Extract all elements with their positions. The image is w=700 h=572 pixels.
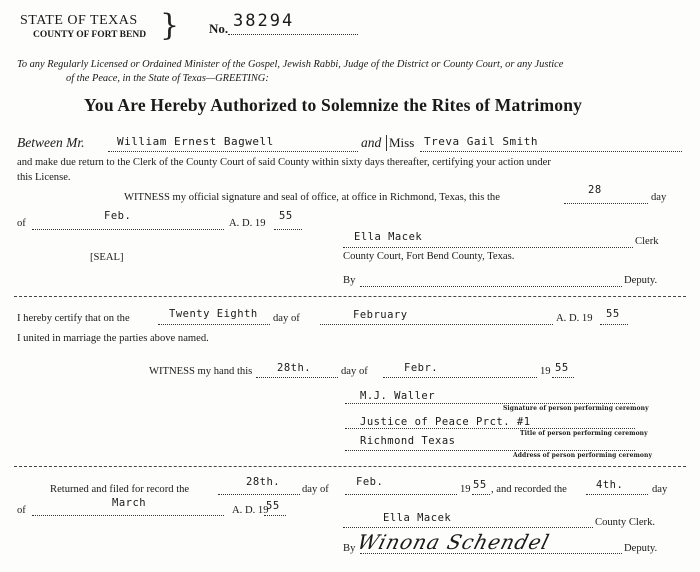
address-caption: Address of person performing ceremony: [513, 452, 653, 459]
certify-month: February: [353, 309, 408, 321]
county-clerk-line: [343, 527, 593, 528]
certify-label: I hereby certify that on the: [17, 313, 130, 324]
returned-month: Feb.: [356, 476, 384, 488]
license-no-label: No.: [209, 21, 229, 36]
witness-year-line: [552, 377, 574, 378]
returned-year: 55: [473, 479, 487, 491]
state-label: STATE OF TEXAS: [20, 13, 138, 28]
deputy-signature: Winona Schendel: [354, 530, 553, 554]
recorded-year-line: [264, 515, 286, 516]
return-by-label: By: [343, 543, 356, 554]
issuance-month: Feb.: [104, 210, 132, 222]
signature-caption: Signature of person performing ceremony: [503, 405, 649, 412]
clerk-label: Clerk: [635, 236, 659, 247]
county-label: COUNTY OF FORT BEND: [33, 30, 147, 40]
issuance-by-label: By: [343, 275, 356, 286]
witness-day-of-label: day of: [341, 366, 368, 377]
recorded-month: March: [112, 497, 147, 509]
return-deputy-line: [360, 553, 622, 554]
officiant-address: Richmond Texas: [360, 435, 456, 447]
returned-month-line: [345, 494, 457, 495]
title-caption: Title of person performing ceremony: [520, 430, 648, 437]
groom-line: [108, 151, 358, 152]
groom-name: William Ernest Bagwell: [117, 135, 274, 148]
county-clerk-name: Ella Macek: [383, 512, 452, 524]
issuance-day: 28: [588, 184, 602, 196]
recorded-day: 4th.: [596, 479, 624, 491]
issuance-month-line: [32, 229, 224, 230]
recorded-day-label: day: [652, 484, 668, 495]
witness-day-line: [256, 377, 338, 378]
instructions-line-2: this License.: [17, 172, 71, 183]
officiant-signature: M.J. Waller: [360, 390, 436, 402]
clerk-line: [343, 247, 633, 248]
recorded-ad-label: A. D. 19: [232, 505, 269, 516]
officiant-title: Justice of Peace Prct. #1: [360, 416, 531, 428]
returned-day-of-label: day of: [302, 484, 329, 495]
issuance-deputy-label: Deputy.: [624, 275, 658, 286]
certify-month-line: [320, 324, 553, 325]
certify-ad-label: A. D. 19: [556, 313, 593, 324]
county-court-line: County Court, Fort Bend County, Texas.: [343, 251, 515, 262]
certify-year: 55: [606, 308, 620, 320]
recorded-label: , and recorded the: [491, 484, 567, 495]
recorded-month-line: [32, 515, 224, 516]
certify-day-text: Twenty Eighth: [169, 308, 258, 320]
returned-day-line: [218, 494, 300, 495]
witness-day: 28th.: [277, 362, 312, 374]
header-brace: }: [160, 8, 180, 43]
seal-label: [SEAL]: [90, 252, 124, 263]
witness-year-prefix: 19: [540, 366, 551, 377]
recorded-year: 55: [266, 500, 280, 512]
license-title: You Are Hereby Authorized to Solemnize the Rites of Matrimony: [84, 95, 583, 115]
bride-name: Treva Gail Smith: [424, 135, 538, 148]
officiant-title-line: [345, 428, 635, 429]
certify-year-line: [600, 324, 628, 325]
issuance-deputy-line: [360, 286, 622, 287]
certify-day-of-label: day of: [273, 313, 300, 324]
return-deputy-label: Deputy.: [624, 543, 658, 554]
witness-month: Febr.: [404, 362, 439, 374]
issuance-year-line: [274, 229, 302, 230]
section-divider-1: [14, 296, 686, 297]
county-clerk-label: County Clerk.: [595, 517, 656, 528]
between-label: Between Mr.: [17, 135, 85, 150]
returned-label: Returned and filed for record the: [50, 484, 190, 495]
issuance-of-label: of: [17, 218, 26, 229]
issuance-day-label: day: [651, 192, 667, 203]
witness-month-line: [383, 377, 537, 378]
officiant-address-line: [345, 450, 635, 451]
returned-day: 28th.: [246, 476, 281, 488]
witness-official-text: WITNESS my official signature and seal of office, at office in Richmond, Texas, this the: [124, 192, 500, 203]
issuance-year: 55: [279, 210, 293, 222]
witness-hand-label: WITNESS my hand this: [149, 366, 253, 377]
license-number: 38294: [233, 11, 295, 31]
instructions-line-1: and make due return to the Clerk of the County Court of said County within sixty days thereafter, certifying your action under: [17, 157, 551, 168]
and-label: and: [361, 135, 382, 150]
bride-line: [420, 151, 682, 152]
greeting-line-1: To any Regularly Licensed or Ordained Minister of the Gospel, Jewish Rabbi, Judge of the District or County Court, or any Justice: [17, 59, 564, 70]
issuance-ad-label: A. D. 19: [229, 218, 266, 229]
clerk-name: Ella Macek: [354, 231, 423, 243]
greeting-line-2: of the Peace, in the State of Texas—GREETING:: [66, 73, 269, 84]
officiant-signature-line: [345, 403, 635, 404]
license-number-line: [228, 34, 358, 35]
united-text: I united in marriage the parties above named.: [17, 333, 209, 344]
witness-year: 55: [555, 362, 569, 374]
recorded-of-label: of: [17, 505, 26, 516]
miss-label: Miss: [386, 135, 414, 151]
issuance-day-line: [564, 203, 648, 204]
recorded-day-line: [586, 494, 648, 495]
certify-day-line: [158, 324, 270, 325]
returned-year-line: [472, 494, 490, 495]
returned-year-prefix: 19: [460, 484, 471, 495]
section-divider-2: [14, 466, 686, 467]
